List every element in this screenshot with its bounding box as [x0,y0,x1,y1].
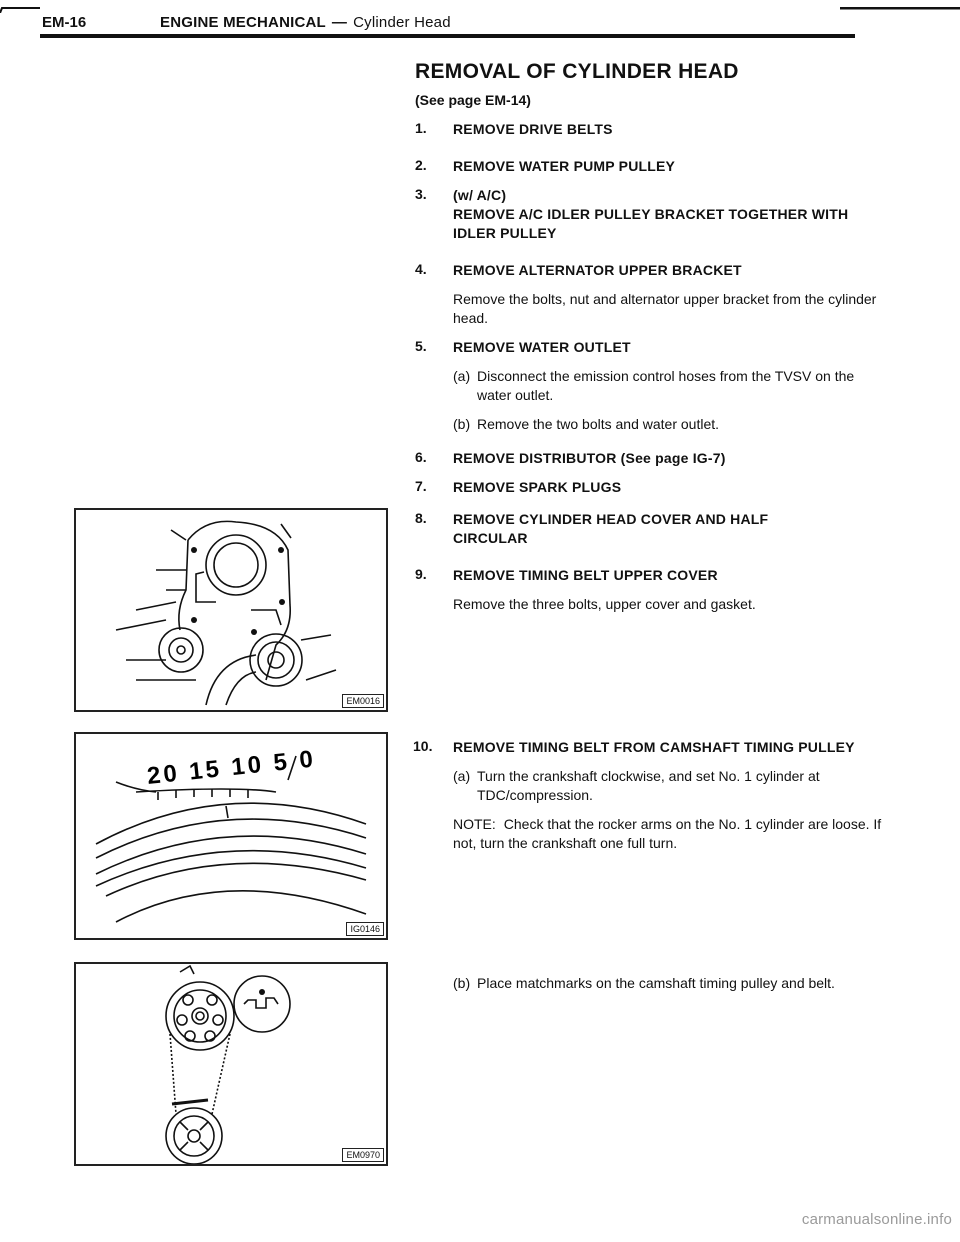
section-separator: — [331,14,348,31]
sub-step-text: Remove the two bolts and water outlet. [477,416,720,432]
step-number: 6. [415,449,427,465]
step-9 [415,566,885,614]
step-heading: REMOVE DRIVE BELTS [453,121,613,137]
step-number: 7. [415,478,427,494]
step-number: 10. [413,738,433,754]
timing-marks-illustration [76,734,386,938]
sub-step-label: (b) [453,416,471,432]
step-3 [415,186,885,243]
note-text: Check that the rocker arms on the No. 1 cylinder are loose. If not, turn the crankshaft one full turn. [453,816,882,851]
figure-code: EM0016 [342,694,384,708]
sub-step-label: (a) [453,368,471,384]
step-number: 2. [415,157,427,173]
sub-step-a [453,767,885,805]
corner-mark-left [0,0,40,6]
step-7 [415,478,885,497]
corner-mark-right [840,0,960,6]
page-subtitle: (See page EM-14) [415,92,531,108]
step-10 [415,738,885,853]
sub-step-a [453,367,885,405]
step-number: 4. [415,261,427,277]
header-rule [40,34,855,38]
step-number: 3. [415,186,427,202]
section-title: ENGINE MECHANICAL [160,14,326,31]
note-label: NOTE: [453,816,496,832]
step-heading: REMOVE CYLINDER HEAD COVER AND HALF CIRCULAR [453,511,769,546]
step-10-b [415,964,885,993]
sub-step-text: Place matchmarks on the camshaft timing pulley and belt. [477,975,835,991]
figure-code: IG0146 [346,922,384,936]
running-head [160,14,451,31]
timing-cover-illustration [76,510,386,710]
figure-camshaft-pulley [74,962,388,1166]
sub-step-b [453,974,885,993]
step-heading: REMOVE WATER PUMP PULLEY [453,158,676,174]
step-heading: REMOVE TIMING BELT FROM CAMSHAFT TIMING PULLEY [453,739,855,755]
step-body: Remove the bolts, nut and alternator upper bracket from the cylinder head. [453,291,877,326]
step-8 [415,510,885,548]
step-heading: REMOVE DISTRIBUTOR (See page IG-7) [453,450,726,466]
camshaft-pulley-illustration [76,964,386,1164]
figure-code: EM0970 [342,1148,384,1162]
step-5 [415,338,885,434]
figure-timing-marks [74,732,388,940]
step-2 [415,157,885,176]
step-heading: REMOVE TIMING BELT UPPER COVER [453,567,718,583]
sub-step-label: (a) [453,768,471,784]
step-6 [415,449,885,468]
watermark: carmanualsonline.info [801,1211,952,1228]
subsection-title: Cylinder Head [353,14,451,31]
step-heading: (w/ A/C) [453,187,507,203]
sub-step-text: Turn the crankshaft clockwise, and set No. 1 cylinder at TDC/compression. [477,768,820,803]
step-heading: REMOVE ALTERNATOR UPPER BRACKET [453,262,742,278]
page-title: REMOVAL OF CYLINDER HEAD [415,60,739,83]
sub-step-label: (b) [453,975,471,991]
figure-timing-cover [74,508,388,712]
timing-scale-label: 20 15 10 5 0 [145,745,318,790]
sub-step-text: Disconnect the emission control hoses from the TVSV on the water outlet. [477,368,855,403]
sub-step-b [453,415,885,434]
note [453,815,885,853]
step-1 [415,120,885,139]
step-heading-continued: REMOVE A/C IDLER PULLEY BRACKET TOGETHER WITH IDLER PULLEY [453,206,849,241]
step-number: 1. [415,120,427,136]
step-number: 5. [415,338,427,354]
step-number: 8. [415,510,427,526]
page-number: EM-16 [42,14,87,31]
step-number: 9. [415,566,427,582]
step-body: Remove the three bolts, upper cover and gasket. [453,596,756,612]
step-heading: REMOVE SPARK PLUGS [453,479,622,495]
step-4 [415,261,885,328]
step-heading: REMOVE WATER OUTLET [453,339,631,355]
